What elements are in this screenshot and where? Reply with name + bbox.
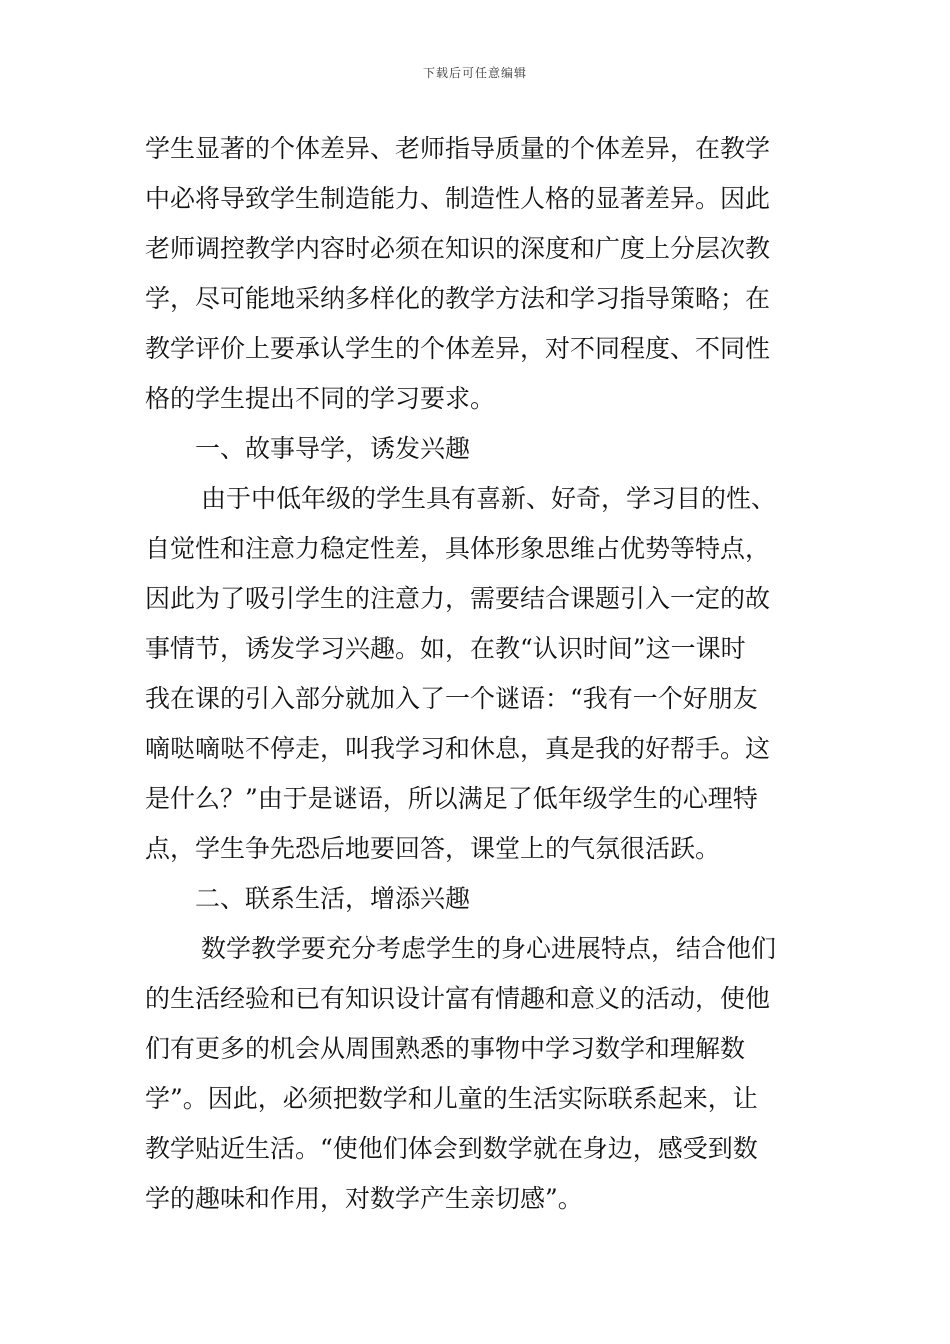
text-line: 学，尽可能地采纳多样化的教学方法和学习指导策略；在 bbox=[145, 284, 771, 313]
body-text bbox=[145, 124, 807, 1224]
text-line: 的生活经验和已有知识设计富有情趣和意义的活动，使他 bbox=[145, 984, 771, 1013]
text-line: 是什么？”由于是谜语，所以满足了低年级学生的心理特 bbox=[145, 784, 758, 813]
text-line: 格的学生提出不同的学习要求。 bbox=[145, 384, 496, 413]
text-line: 教学贴近生活。“使他们体会到数学就在身边，感受到数 bbox=[145, 1134, 758, 1163]
text-line: 因此为了吸引学生的注意力，需要结合课题引入一定的故 bbox=[145, 584, 771, 613]
text-line: 我在课的引入部分就加入了一个谜语：“我有一个好朋友 bbox=[145, 684, 758, 713]
header-note: 下载后可任意编辑 bbox=[422, 66, 527, 80]
text-line: 老师调控教学内容时必须在知识的深度和广度上分层次教 bbox=[145, 234, 771, 263]
text-line: 数学教学要充分考虑学生的身心进展特点，结合他们 bbox=[201, 934, 777, 963]
text-line: 教学评价上要承认学生的个体差异，对不同程度、不同性 bbox=[145, 334, 771, 363]
section-heading-2: 二、联系生活，增添兴趣 bbox=[195, 884, 471, 913]
text-line: 自觉性和注意力稳定性差，具体形象思维占优势等特点， bbox=[145, 534, 771, 563]
text-line: 点，学生争先恐后地要回答，课堂上的气氛很活跃。 bbox=[145, 834, 721, 863]
section-heading-1: 一、故事导学，诱发兴趣 bbox=[195, 434, 471, 463]
text-line: 由于中低年级的学生具有喜新、好奇，学习目的性、 bbox=[201, 484, 777, 513]
text-line: 中必将导致学生制造能力、制造性人格的显著差异。因此 bbox=[145, 184, 771, 213]
text-line: 学生显著的个体差异、老师指导质量的个体差异，在教学 bbox=[145, 134, 771, 163]
text-line: 嘀哒嘀哒不停走，叫我学习和休息，真是我的好帮手。这 bbox=[145, 734, 771, 763]
text-line: 学”。因此，必须把数学和儿童的生活实际联系起来，让 bbox=[145, 1084, 758, 1113]
text-line: 学的趣味和作用，对数学产生亲切感”。 bbox=[145, 1184, 583, 1213]
text-line: 事情节，诱发学习兴趣。如，在教“认识时间”这一课时 bbox=[145, 634, 746, 663]
text-line: 们有更多的机会从周围熟悉的事物中学习数学和理解数 bbox=[145, 1034, 746, 1063]
